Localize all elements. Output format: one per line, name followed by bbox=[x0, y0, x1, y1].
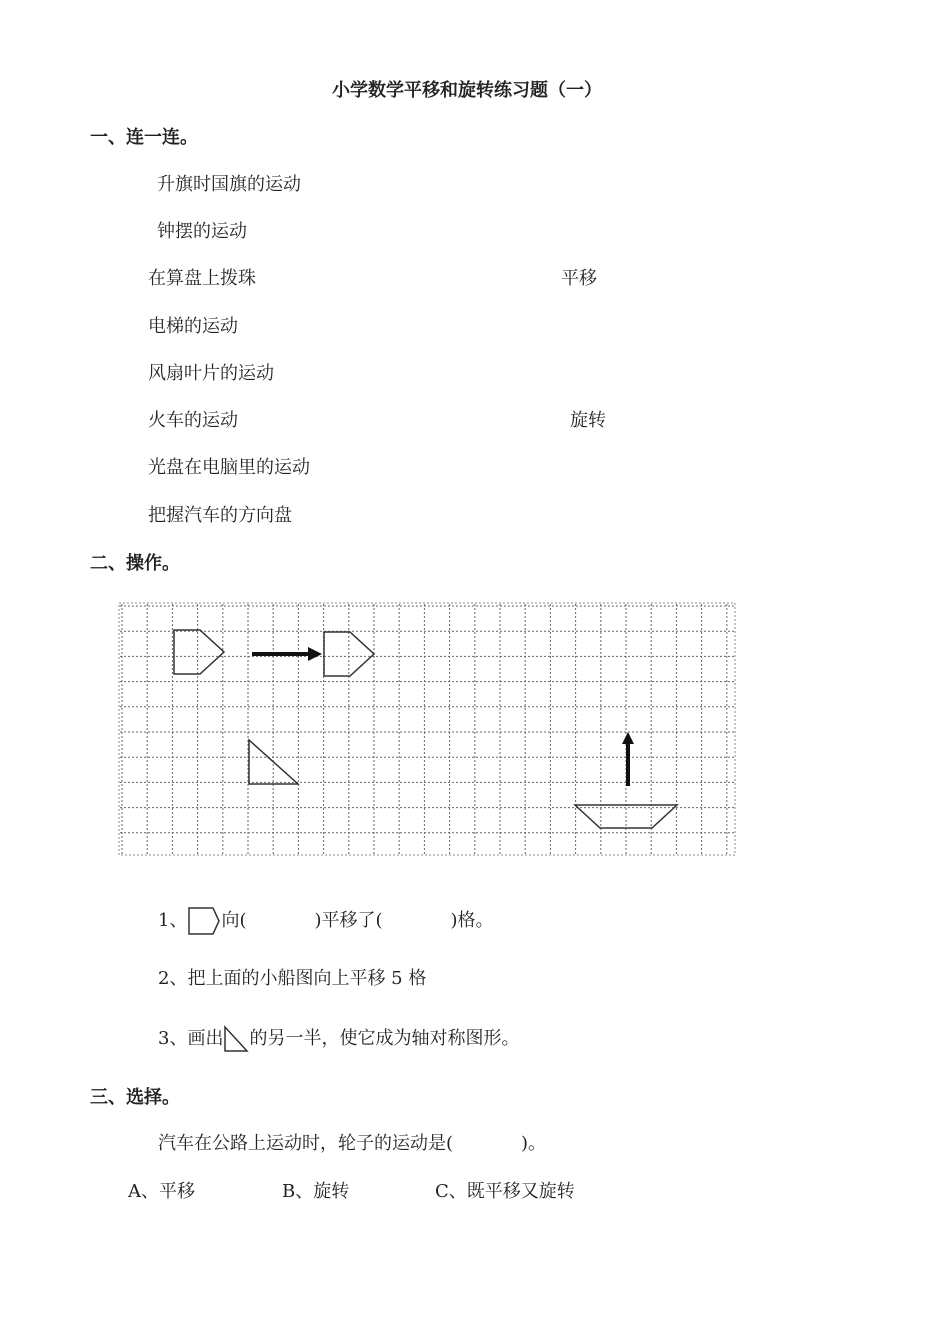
up-arrow bbox=[622, 732, 634, 786]
option-c[interactable]: C、既平移又旋转 bbox=[435, 1181, 575, 1202]
choice-question-text: 汽车在公路上运动时，轮子的运动是( bbox=[158, 1133, 454, 1154]
pentagon-shape bbox=[174, 630, 224, 674]
match-left-item: 升旗时国旗的运动 bbox=[157, 174, 301, 195]
match-left-item: 钟摆的运动 bbox=[157, 221, 247, 242]
option-a[interactable]: A、平移 bbox=[128, 1181, 195, 1202]
right-arrow bbox=[252, 647, 322, 661]
match-left-item: 火车的运动 bbox=[148, 410, 238, 431]
question-3-post: 的另一半，使它成为轴对称图形。 bbox=[249, 1028, 520, 1049]
grid-figure bbox=[118, 602, 736, 856]
question-1-number: 1、 bbox=[158, 910, 188, 931]
match-left-item: 在算盘上拨珠 bbox=[148, 268, 256, 289]
page-title: 小学数学平移和旋转练习题（一） bbox=[332, 80, 602, 101]
match-left-item: 把握汽车的方向盘 bbox=[148, 505, 292, 526]
pentagon-icon bbox=[187, 906, 221, 936]
section3-heading: 三、选择。 bbox=[90, 1087, 180, 1108]
question-3-pre: 3、画出 bbox=[158, 1028, 224, 1049]
choice-question bbox=[158, 1129, 546, 1155]
triangle-icon bbox=[223, 1025, 249, 1053]
match-right-item-translate: 平移 bbox=[561, 268, 597, 289]
match-left-item: 光盘在电脑里的运动 bbox=[148, 457, 310, 478]
question-1-text-b: )平移了( bbox=[314, 910, 383, 931]
section2-heading: 二、操作。 bbox=[90, 553, 180, 574]
match-left-item: 电梯的运动 bbox=[148, 316, 238, 337]
question-1-text-a: 向( bbox=[221, 910, 247, 931]
match-left-item: 风扇叶片的运动 bbox=[148, 363, 274, 384]
section1-heading: 一、连一连。 bbox=[90, 127, 198, 148]
option-b[interactable]: B、旋转 bbox=[282, 1181, 350, 1202]
question-1-text-c: )格。 bbox=[450, 910, 494, 931]
match-right-item-rotate: 旋转 bbox=[570, 410, 606, 431]
question-2: 2、把上面的小船图向上平移 5 格 bbox=[158, 968, 427, 989]
question-3 bbox=[158, 1024, 519, 1053]
choice-question-end: )。 bbox=[521, 1133, 547, 1154]
question-1 bbox=[158, 906, 494, 936]
